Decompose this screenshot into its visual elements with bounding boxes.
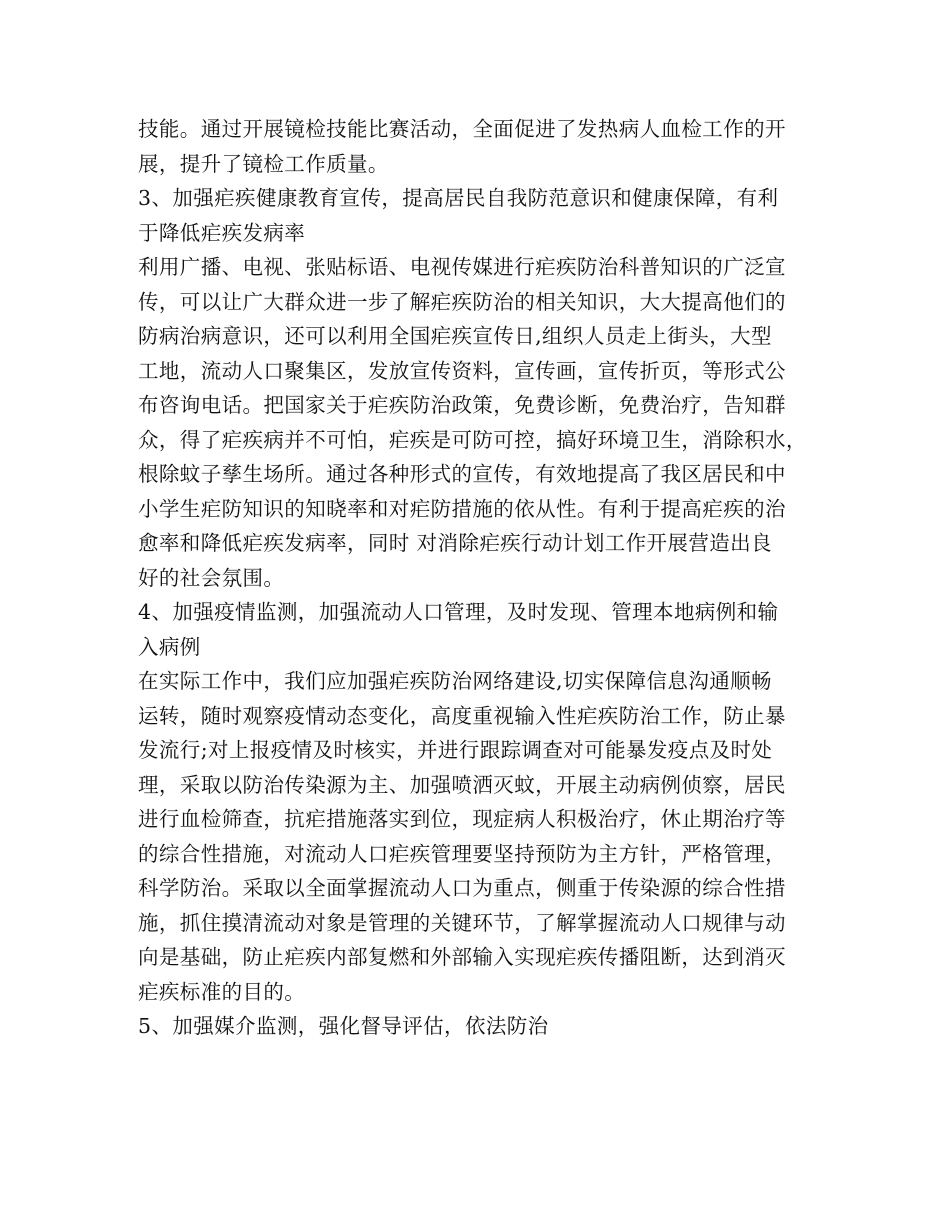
- text-line: 的综合性措施，对流动人口疟疾管理要坚持预防为主方针，严格管理，: [138, 841, 786, 866]
- text-line: 传，可以让广大群众进一步了解疟疾防治的相关知识，大大提高他们的: [138, 289, 786, 314]
- text-line: 向是基础，防止疟疾内部复燃和外部输入实现疟疾传播阻断，达到消灭: [138, 945, 786, 969]
- text-line: 发流行;对上报疫情及时核实，并进行跟踪调查对可能暴发疫点及时处: [138, 738, 773, 762]
- text-line: 展，提升了镜检工作质量。: [138, 151, 389, 176]
- text-line: 运转，随时观察疫情动态变化，高度重视输入性疟疾防治工作，防止暴: [138, 703, 786, 728]
- text-line: 利用广播、电视、张贴标语、电视传媒进行疟疾防治科普知识的广泛宣: [138, 255, 786, 279]
- text-line: 工地，流动人口聚集区，发放宣传资料，宣传画，宣传折页，等形式公: [138, 358, 786, 383]
- text-line: 众，得了疟疾病并不可怕，疟疾是可防可控，搞好环境卫生，消除积水，: [138, 427, 807, 452]
- text-line: 好的社会氛围。: [138, 565, 285, 590]
- text-line: 进行血检筛查，抗疟措施落实到位，现症病人积极治疗，休止期治疗等: [138, 807, 786, 831]
- section-heading-4-cont: 入病例: [138, 634, 201, 659]
- text-line: 根除蚊子孳生场所。通过各种形式的宣传，有效地提高了我区居民和中: [138, 462, 786, 486]
- text-line: 科学防治。采取以全面掌握流动人口为重点，侧重于传染源的综合性措: [138, 876, 786, 900]
- document-body: [138, 112, 828, 1044]
- text-line: 布咨询电话。把国家关于疟疾防治政策，免费诊断，免费治疗，告知群: [138, 393, 786, 417]
- section-heading-4: 4、加强疫情监测，加强流动人口管理，及时发现、管理本地病例和输: [138, 600, 779, 624]
- text-line: 技能。通过开展镜检技能比赛活动，全面促进了发热病人血检工作的开: [138, 117, 786, 141]
- section-heading-3-cont: 于降低疟疾发病率: [138, 220, 306, 245]
- section-heading-5: 5、加强媒介监测，强化督导评估，依法防治: [138, 1014, 549, 1038]
- text-line: 愈率和降低疟疾发病率，同时 对消除疟疾行动计划工作开展营造出良: [138, 531, 772, 555]
- text-line: 理，采取以防治传染源为主、加强喷洒灭蚊，开展主动病例侦察，居民: [138, 772, 786, 797]
- text-line: 疟疾标准的目的。: [138, 979, 306, 1004]
- section-heading-3: 3、加强疟疾健康教育宣传，提高居民自我防范意识和健康保障，有利: [138, 186, 779, 210]
- text-line: 防病治病意识，还可以利用全国疟疾宣传日,组织人员走上街头，大型: [138, 324, 772, 348]
- text-line: 施，抓住摸清流动对象是管理的关键环节，了解掌握流动人口规律与动: [138, 910, 786, 935]
- text-line: 小学生疟防知识的知晓率和对疟防措施的依从性。有利于提高疟疾的治: [138, 496, 786, 521]
- text-line: 在实际工作中，我们应加强疟疾防治网络建设,切实保障信息沟通顺畅: [138, 669, 772, 693]
